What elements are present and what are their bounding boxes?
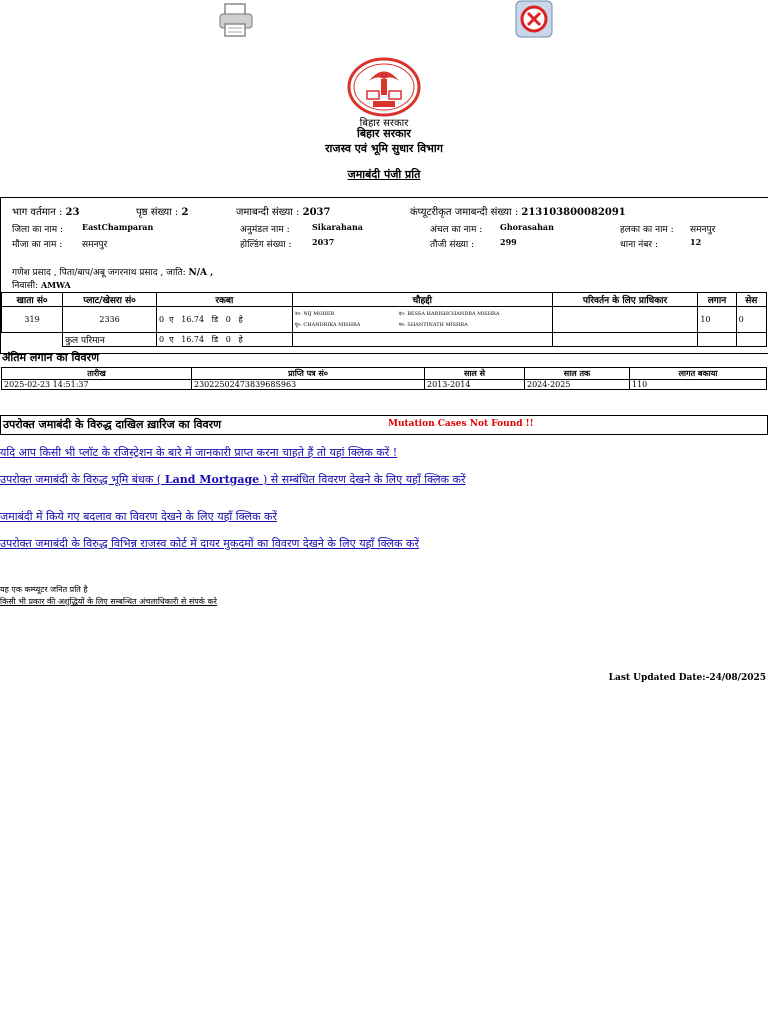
total-row [2, 333, 767, 347]
land-table [1, 292, 767, 347]
boundary-row-1 [293, 309, 552, 320]
authority-value [552, 307, 698, 333]
jamabandi-label: जमाबन्दी संख्या : [236, 207, 300, 218]
payment-date: 2025-02-23 14:51:37 [2, 380, 192, 390]
col-plot: प्लाट/खेसरा सं० [63, 293, 157, 307]
owner-text: गणेश प्रसाद , पिता/बाप/अबू जगरनाथ प्रसाद , जाति: [12, 268, 186, 278]
bhag-value: 23 [65, 207, 80, 218]
plot-value: 2336 [63, 307, 157, 333]
gov-title: बिहार सरकार [357, 127, 411, 140]
print-button[interactable] [216, 0, 256, 40]
total-area: 0 ए 16.74 डि 0 हे [156, 333, 292, 347]
district-label: जिला का नाम : [12, 225, 64, 235]
boundary-north: उ०: NIJ MOHER [294, 310, 335, 317]
boundary-south: द०: BESSA HARISHCHANDRA MISHRA [398, 310, 500, 317]
close-icon [514, 0, 554, 40]
col-date: तारीख [2, 368, 192, 380]
col-area: रकबा [156, 293, 292, 307]
bhag-label: भाग वर्तमान : [12, 207, 63, 218]
circle-label: अंचल का नाम : [430, 225, 483, 235]
last-updated: Last Updated Date:-24/08/2025 [608, 673, 766, 683]
tauji-value: 299 [500, 237, 517, 247]
col-from-year: साल से [425, 368, 525, 380]
mauja-value: समनपुर [82, 240, 108, 250]
col-authority: परिवर्तन के लिए प्राधिकार [552, 293, 698, 307]
col-due: लागत बकाया [630, 368, 767, 380]
jamabandi-field [236, 204, 330, 218]
boundary-row-2 [293, 320, 552, 331]
mutation-box [0, 415, 768, 435]
mutation-label: उपरोक्त जमाबंदी के विरुद्ध दाखिल ख़ारिज का विवरण [3, 418, 222, 431]
khata-value: 319 [2, 307, 63, 333]
jamabandi-value: 2037 [302, 207, 331, 218]
registration-link[interactable]: यदि आप किसी भी प्लॉट के रजिस्ट्रेशन के बारे में जानकारी प्राप्त करना चाहते हैं तो यहां क्लिक करें ! [0, 446, 398, 459]
changes-link[interactable]: जमाबंदी में किये गए बदलाव का विवरण देखने के लिए यहाँ क्लिक करें [0, 510, 277, 523]
thana-label: थाना नंबर : [620, 240, 658, 250]
payment-receipt: 2302250247383968S963 [192, 380, 425, 390]
land-table-header [2, 293, 767, 307]
comp-label: कंप्यूटरीकृत जमाबन्दी संख्या : [410, 207, 519, 218]
payment-title: अंतिम लगान का विवरण [2, 351, 100, 364]
col-boundary: चौहद्दी [292, 293, 552, 307]
payment-header [2, 368, 767, 380]
printer-icon [216, 0, 256, 40]
subdiv-value: Sikarahana [312, 222, 363, 232]
ses-value: 0 [736, 307, 766, 333]
page-value: 2 [181, 207, 189, 218]
comp-jamabandi-field [410, 204, 626, 218]
bhag-field [12, 204, 79, 218]
computer-generated-note: यह एक कम्प्यूटर जनित प्रति है [0, 585, 88, 594]
table-row [2, 307, 767, 333]
page-label: पृष्ठ संख्या : [136, 207, 179, 218]
col-ses: सेस [736, 293, 766, 307]
court-cases-link[interactable]: उपरोक्त जमाबंदी के विरुद्ध विभिन्न राजस्व कोर्ट में दायर मुकदमों का विवरण देखने के लिए यहाँ क्लिक करें [0, 537, 419, 550]
resident-label: निवासी: [12, 281, 39, 291]
lagan-value: 10 [698, 307, 736, 333]
payment-table [1, 367, 767, 390]
col-to-year: साल तक [525, 368, 630, 380]
thana-value: 12 [690, 237, 702, 247]
page-field [136, 204, 188, 218]
total-authority-empty [552, 333, 698, 347]
district-value: EastChamparan [82, 222, 154, 232]
resident-line [12, 278, 71, 291]
owner-line [12, 265, 213, 278]
payment-from-year: 2013-2014 [425, 380, 525, 390]
tauji-label: तौजी संख्या : [430, 240, 475, 250]
total-boundary-empty [292, 333, 552, 347]
holding-value: 2037 [312, 237, 335, 247]
boundary-west: प०: SHANTINATH MISHRA [398, 321, 468, 328]
subdiv-label: अनुमंडल नाम : [240, 225, 290, 235]
circle-value: Ghorasahan [500, 222, 554, 232]
gov-small-title: बिहार सरकार [359, 118, 409, 129]
total-empty [2, 333, 63, 347]
col-lagan: लगान [698, 293, 736, 307]
payment-due: 110 [630, 380, 767, 390]
col-receipt: प्राप्ति पत्र सं० [192, 368, 425, 380]
mortgage-link-pre: उपरोक्त जमाबंदी के विरुद्ध भूमि बंधक ( [0, 473, 162, 486]
table-row [2, 380, 767, 390]
mutation-status: Mutation Cases Not Found !! [388, 419, 534, 429]
mauja-label: मौजा का नाम : [12, 240, 63, 250]
mortgage-link-bold: Land Mortgage [161, 473, 264, 486]
boundary-cell [292, 307, 552, 333]
contact-note: किसी भी प्रकार की अशुद्धियों के लिए सम्बन्धित अंचलाधिकारी से संपर्क करे [0, 597, 217, 606]
total-ses-empty [736, 333, 766, 347]
owner-caste: N/A , [188, 268, 214, 278]
close-button[interactable] [514, 0, 554, 40]
doc-title: जमाबंदी पंजी प्रति [347, 168, 421, 181]
bihar-seal-emblem [347, 57, 421, 117]
comp-value: 213103800082091 [521, 207, 626, 218]
mortgage-link[interactable] [0, 472, 465, 487]
total-lagan-empty [698, 333, 736, 347]
dept-title: राजस्व एवं भूमि सुधार विभाग [325, 142, 443, 155]
area-value: 0 ए 16.74 डि 0 हे [156, 307, 292, 333]
halka-label: हलका का नाम : [620, 225, 674, 235]
mortgage-link-post: ) से सम्बंधित विवरण देखने के लिए यहाँ क्लिक करें [263, 473, 466, 486]
boundary-east: पू०: CHANDRIKA MISHRA [294, 321, 361, 328]
holding-label: होल्डिंग संख्या : [240, 240, 292, 250]
payment-to-year: 2024-2025 [525, 380, 630, 390]
total-label: कुल परिमान [63, 333, 157, 347]
col-khata: खाता सं० [2, 293, 63, 307]
resident-value: AMWA [40, 280, 71, 290]
halka-value: समनपुर [690, 225, 716, 235]
